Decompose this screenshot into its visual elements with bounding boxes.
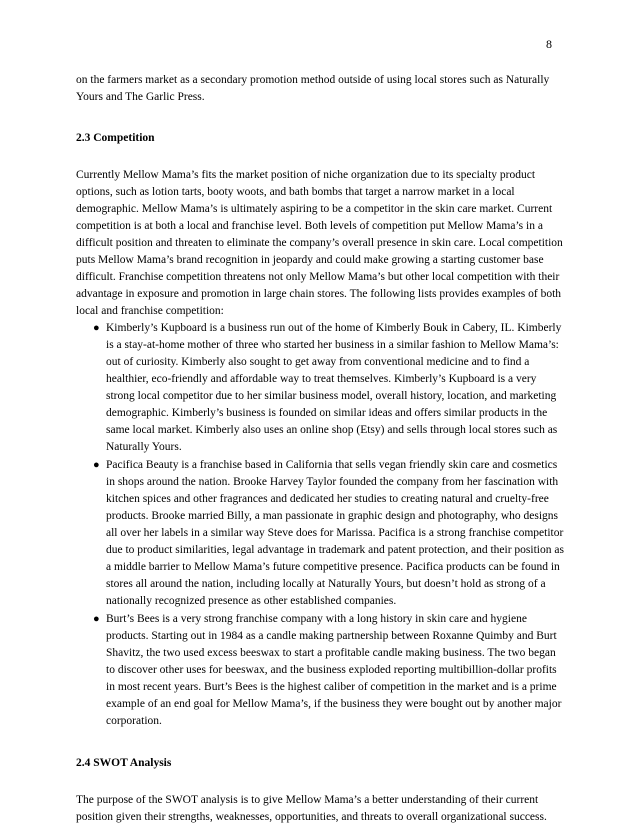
list-item bbox=[76, 320, 564, 456]
swot-paragraph: The purpose of the SWOT analysis is to give Mellow Mama’s a better understanding of their current position given their strengths, weaknesses, opportunities, and threats to overall organizational success. bbox=[76, 794, 547, 823]
list-item-text: Burt’s Bees is a very strong franchise company with a long history in skin care and hygiene products. Starting out in 1984 as a candle making partnership between Roxanne Quimby and Burt Shavitz, the two used excess beeswax to start a profitable candle making business. The two began to discover other uses for beeswax, and the business exploded reporting multibillion-dollar profits in most recent years. Burt’s Bees is the highest caliber of competition in the market and is a prime example of an end goal for Mellow Mama’s, if the business they were bought out by another major corporation. bbox=[106, 613, 562, 727]
page-number: 8 bbox=[546, 37, 552, 51]
bullet-icon: ● bbox=[93, 459, 100, 471]
bullet-icon: ● bbox=[93, 322, 100, 334]
document-body bbox=[76, 72, 564, 826]
list-item bbox=[76, 457, 564, 610]
list-item bbox=[76, 611, 564, 730]
swot-heading: 2.4 SWOT Analysis bbox=[76, 757, 172, 769]
list-item-text: Kimberly’s Kupboard is a business run out of the home of Kimberly Bouk in Cabery, IL. Kimberly is a stay-at-home mother of three who started her business in a similar fashion to Mellow Mama’s: out of curiosity. Kimberly also sought to get away from conventional medicine and to find a healthier, eco-friendly and affordable way to treat themselves. Kimberly’s Kupboard is a very strong local competitor due to her similar business model, overall history, location, and marketing demographic. Kimberly’s business is founded on similar ideas and offers similar products in the same local market. Kimberly also uses an online shop (Etsy) and sells through local stores such as Naturally Yours. bbox=[106, 322, 562, 453]
bullet-icon: ● bbox=[93, 613, 100, 625]
competitor-list bbox=[76, 320, 564, 730]
competition-paragraph: Currently Mellow Mama’s fits the market position of niche organization due to its specialty product options, such as lotion tarts, booty woots, and bath bombs that target a narrow market in a local demographic. Mellow Mama’s is ultimately aspiring to be a competitor in the skin care market. Current competition is at both a local and franchise level. Both levels of competition put Mellow Mama’s in a difficult position and threaten to eliminate the company’s overall presence in skin care. Local competition puts Mellow Mama’s brand recognition in jeopardy and could make growing a starting customer base difficult. Franchise competition threatens not only Mellow Mama’s but other local competition with their advantage in exposure and promotion in large chain stores. The following lists provides examples of both local and franchise competition: bbox=[76, 169, 563, 317]
competition-heading: 2.3 Competition bbox=[76, 132, 155, 144]
list-item-text: Pacifica Beauty is a franchise based in California that sells vegan friendly skin care and cosmetics in shops around the nation. Brooke Harvey Taylor founded the company from her fascination with kitchen spices and other fragrances and dedicated her studies to creating natural and cruelty-free products. Brooke married Billy, a man passionate in graphic design and photography, who designs all over her labels in a similar way Steve does for Marissa. Pacifica is a strong franchise competitor due to product similarities, legal advantage in trademark and patent protection, and their position as a middle barrier to Mellow Mama’s future competitive presence. Pacifica products can be found in stores all around the nation, including locally at Naturally Yours, but doesn’t hold as strong of a nationally recognized presence as other established companies. bbox=[106, 459, 564, 607]
intro-paragraph: on the farmers market as a secondary promotion method outside of using local stores such as Naturally Yours and The Garlic Press. bbox=[76, 74, 550, 103]
